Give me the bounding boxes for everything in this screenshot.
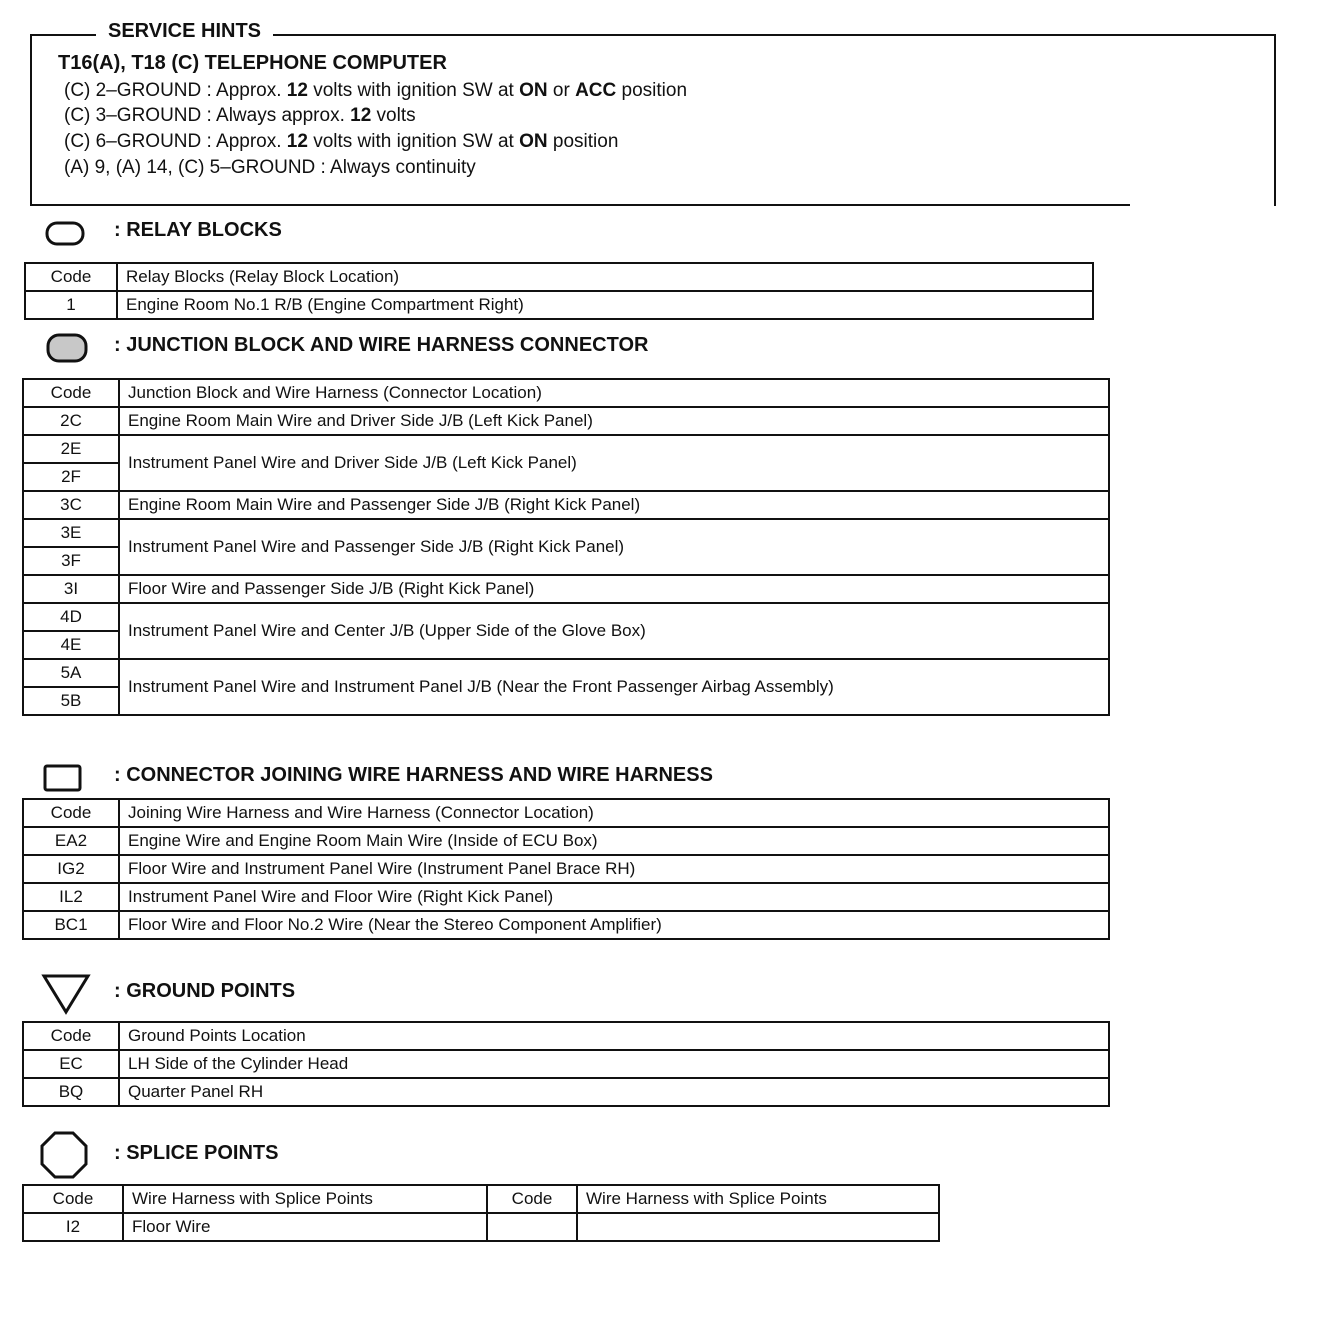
hint-line-4: (A) 9, (A) 14, (C) 5–GROUND : Always continuity [64, 157, 476, 178]
code-cell: IG2 [23, 855, 119, 883]
hint-line-3: (C) 6–GROUND : Approx. 12 volts with ignition SW at ON position [64, 131, 619, 152]
location-cell: Engine Wire and Engine Room Main Wire (Inside of ECU Box) [119, 827, 1109, 855]
location-cell: Engine Room Main Wire and Driver Side J/B (Left Kick Panel) [119, 407, 1109, 435]
column-header: Joining Wire Harness and Wire Harness (Connector Location) [119, 799, 1109, 827]
code-cell: 1 [25, 291, 117, 319]
code-cell: 3C [23, 491, 119, 519]
location-cell: Floor Wire and Instrument Panel Wire (Instrument Panel Brace RH) [119, 855, 1109, 883]
table-row [23, 827, 1109, 855]
code-cell: BC1 [23, 911, 119, 939]
code-cell [487, 1213, 577, 1241]
connector-table [22, 798, 1110, 940]
code-cell: EA2 [23, 827, 119, 855]
location-cell: Instrument Panel Wire and Passenger Side J/B (Right Kick Panel) [119, 519, 1109, 575]
column-header: Wire Harness with Splice Points [577, 1185, 939, 1213]
code-cell: 4D [23, 603, 119, 631]
code-cell: 2E [23, 435, 119, 463]
code-cell: 2F [23, 463, 119, 491]
connector-icon [42, 763, 84, 793]
location-cell: Instrument Panel Wire and Center J/B (Upper Side of the Glove Box) [119, 603, 1109, 659]
code-cell: 2C [23, 407, 119, 435]
table-header-row [23, 1185, 939, 1213]
telephone-computer-heading: T16(A), T18 (C) TELEPHONE COMPUTER [58, 52, 447, 74]
ground-points-table [22, 1021, 1110, 1107]
code-cell: BQ [23, 1078, 119, 1106]
location-cell: Quarter Panel RH [119, 1078, 1109, 1106]
table-header-row [23, 799, 1109, 827]
table-row [23, 911, 1109, 939]
code-cell: 3E [23, 519, 119, 547]
code-cell: 5B [23, 687, 119, 715]
location-cell: LH Side of the Cylinder Head [119, 1050, 1109, 1078]
relay-block-icon [44, 220, 86, 248]
column-header: Code [23, 799, 119, 827]
code-cell: I2 [23, 1213, 123, 1241]
code-cell: 5A [23, 659, 119, 687]
code-cell: 3F [23, 547, 119, 575]
connector-heading: : CONNECTOR JOINING WIRE HARNESS AND WIRE HARNESS [114, 764, 713, 786]
table-header-row [25, 263, 1093, 291]
table-row [23, 1050, 1109, 1078]
column-header: Code [23, 1185, 123, 1213]
table-header-row [23, 379, 1109, 407]
location-cell: Instrument Panel Wire and Driver Side J/B (Left Kick Panel) [119, 435, 1109, 491]
junction-block-table [22, 378, 1110, 716]
splice-points-heading: : SPLICE POINTS [114, 1142, 279, 1164]
table-row [23, 659, 1109, 687]
ground-point-icon [40, 972, 92, 1016]
table-row [23, 855, 1109, 883]
column-header: Junction Block and Wire Harness (Connector Location) [119, 379, 1109, 407]
table-row [23, 883, 1109, 911]
location-cell: Engine Room No.1 R/B (Engine Compartment Right) [117, 291, 1093, 319]
column-header: Code [23, 1022, 119, 1050]
table-row [25, 291, 1093, 319]
code-cell: 4E [23, 631, 119, 659]
code-cell: 3I [23, 575, 119, 603]
ground-points-heading: : GROUND POINTS [114, 980, 296, 1002]
hint-line-1: (C) 2–GROUND : Approx. 12 volts with ignition SW at ON or ACC position [64, 80, 688, 101]
code-cell: EC [23, 1050, 119, 1078]
location-cell: Floor Wire and Passenger Side J/B (Right Kick Panel) [119, 575, 1109, 603]
splice-point-icon [38, 1130, 90, 1180]
column-header: Ground Points Location [119, 1022, 1109, 1050]
location-cell: Engine Room Main Wire and Passenger Side J/B (Right Kick Panel) [119, 491, 1109, 519]
relay-blocks-heading: : RELAY BLOCKS [114, 219, 282, 241]
column-header: Code [25, 263, 117, 291]
table-row [23, 575, 1109, 603]
table-row [23, 603, 1109, 631]
hint-line-2: (C) 3–GROUND : Always approx. 12 volts [64, 105, 416, 126]
table-row [23, 435, 1109, 463]
location-cell [577, 1213, 939, 1241]
column-header: Code [487, 1185, 577, 1213]
table-row [23, 1078, 1109, 1106]
relay-blocks-table [24, 262, 1094, 320]
location-cell: Instrument Panel Wire and Floor Wire (Right Kick Panel) [119, 883, 1109, 911]
table-row [23, 1213, 939, 1241]
table-row [23, 519, 1109, 547]
location-cell: Instrument Panel Wire and Instrument Panel J/B (Near the Front Passenger Airbag Assembly) [119, 659, 1109, 715]
location-cell: Floor Wire [123, 1213, 487, 1241]
splice-points-table [22, 1184, 940, 1242]
code-cell: IL2 [23, 883, 119, 911]
table-row [23, 407, 1109, 435]
service-hints-bottom-rule [30, 204, 1130, 206]
table-header-row [23, 1022, 1109, 1050]
column-header: Code [23, 379, 119, 407]
table-row [23, 491, 1109, 519]
service-hints-title: SERVICE HINTS [96, 20, 273, 43]
column-header: Relay Blocks (Relay Block Location) [117, 263, 1093, 291]
junction-block-heading: : JUNCTION BLOCK AND WIRE HARNESS CONNECTOR [114, 334, 649, 356]
location-cell: Floor Wire and Floor No.2 Wire (Near the Stereo Component Amplifier) [119, 911, 1109, 939]
column-header: Wire Harness with Splice Points [123, 1185, 487, 1213]
junction-block-icon [44, 330, 90, 366]
